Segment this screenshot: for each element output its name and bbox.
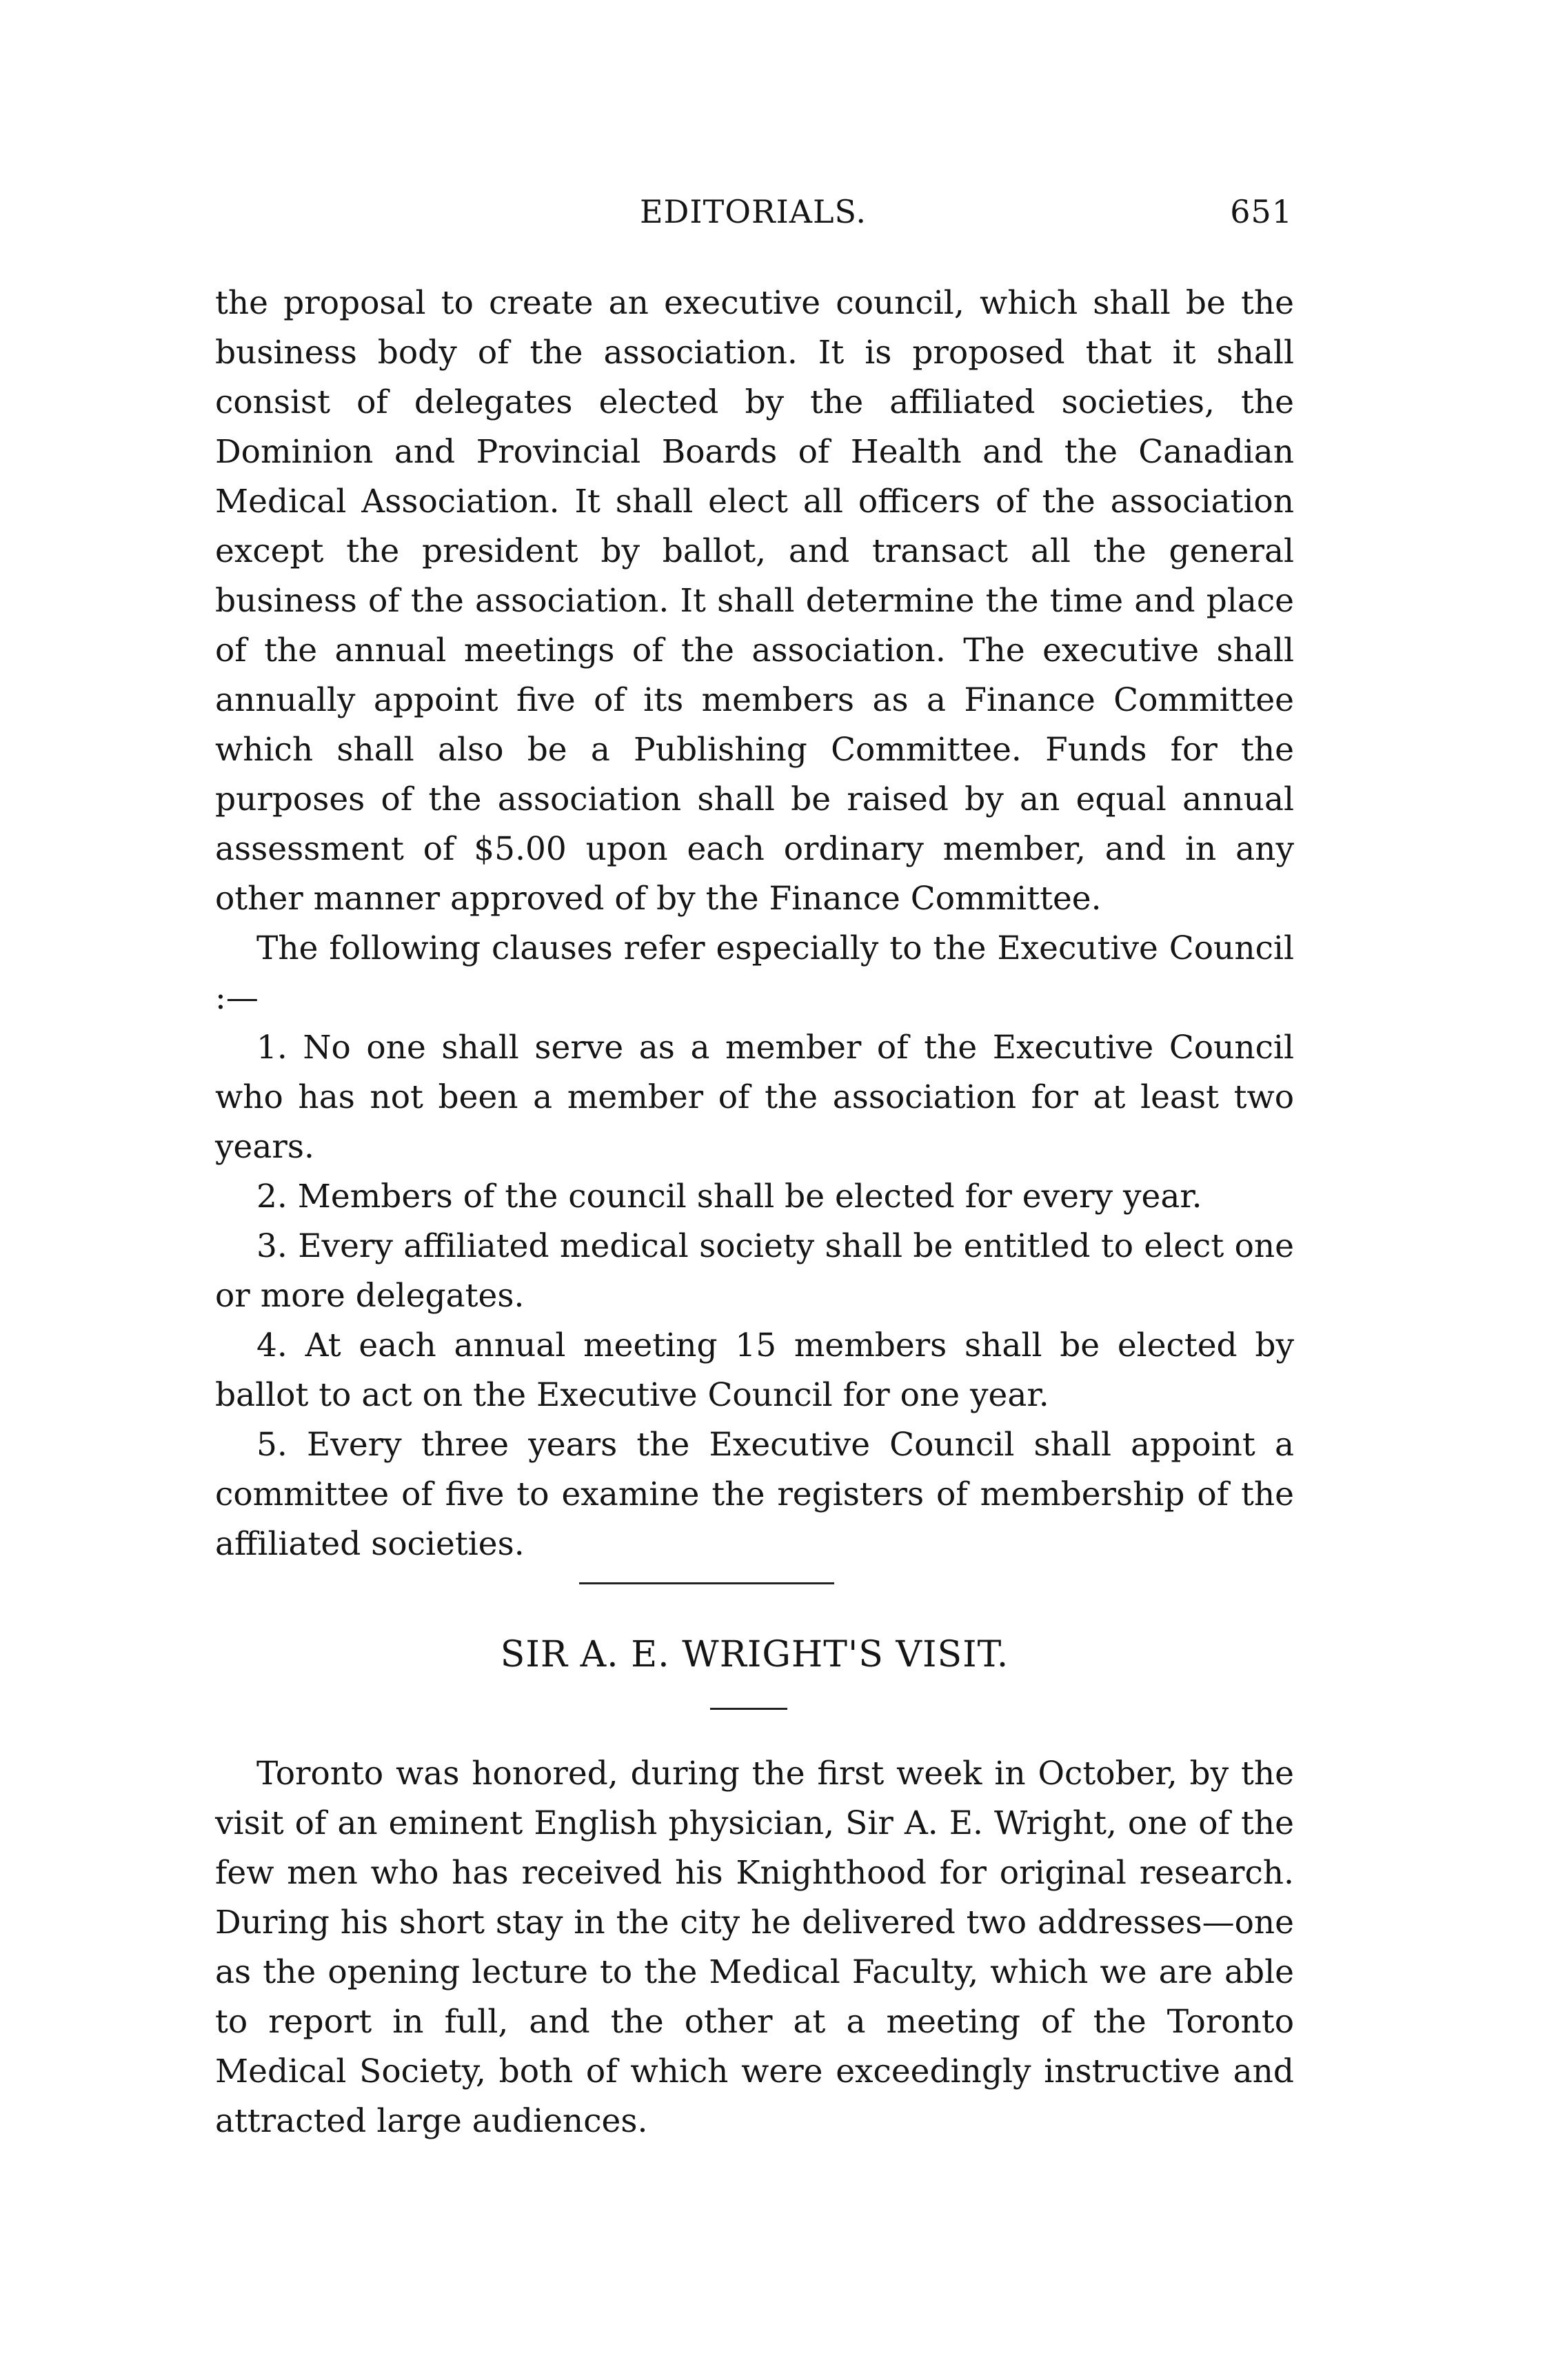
paragraph-wright-visit: Toronto was honored, during the first week in October, by the visit of an eminent English physician, Sir A. E. Wright, one of the few men who has received his Knighthood for original research. During his short stay in the city he delivered two addresses—one as the opening lecture to the Medical Faculty, which we are able to report in full, and the other at a meeting of the Toronto Medical Society, both of which were exceedingly instructive and attracted large audiences. [215,1755,1294,2140]
clause-2: 2. Members of the council shall be elected for every year. [256,1178,1202,1216]
page-number: 651 [1230,193,1293,230]
clause-3: 3. Every affiliated medical society shall be entitled to elect one or more delegates. [215,1227,1294,1315]
clause-5: 5. Every three years the Executive Council shall appoint a committee of five to examine the registers of membership of the affiliated societies. [215,1426,1294,1563]
running-head [214,193,1293,248]
section-divider [579,1582,834,1584]
running-title: EDITORIALS. [639,193,867,230]
section-title: SIR A. E. WRIGHT'S VISIT. [500,1634,1009,1675]
section-body [215,1749,1294,2146]
paragraph-clauses-intro: The following clauses refer especially to the Executive Council :— [215,929,1294,1017]
paragraph-executive-council: the proposal to create an executive council, which shall be the business body of the association. It is proposed that it shall consist of delegates elected by the affiliated societies, the Dominion and Provincial Boards of Health and the Canadian Medical Association. It shall elect all officers of the association except the president by ballot, and transact all the general business of the association. It shall determine the time and place of the annual meetings of the association. The executive shall annually appoint five of its members as a Finance Committee which shall also be a Publishing Committee. Funds for the purposes of the association shall be raised by an equal annual assessment of $5.00 upon each ordinary member, and in any other manner approved of by the Finance Committee. [215,284,1294,918]
editorial-body [215,279,1294,1569]
clause-1: 1. No one shall serve as a member of the Executive Council who has not been a member of the association for at least two years. [215,1029,1294,1166]
clause-4: 4. At each annual meeting 15 members shall be elected by ballot to act on the Executive Council for one year. [215,1327,1294,1414]
title-underline [710,1708,787,1710]
